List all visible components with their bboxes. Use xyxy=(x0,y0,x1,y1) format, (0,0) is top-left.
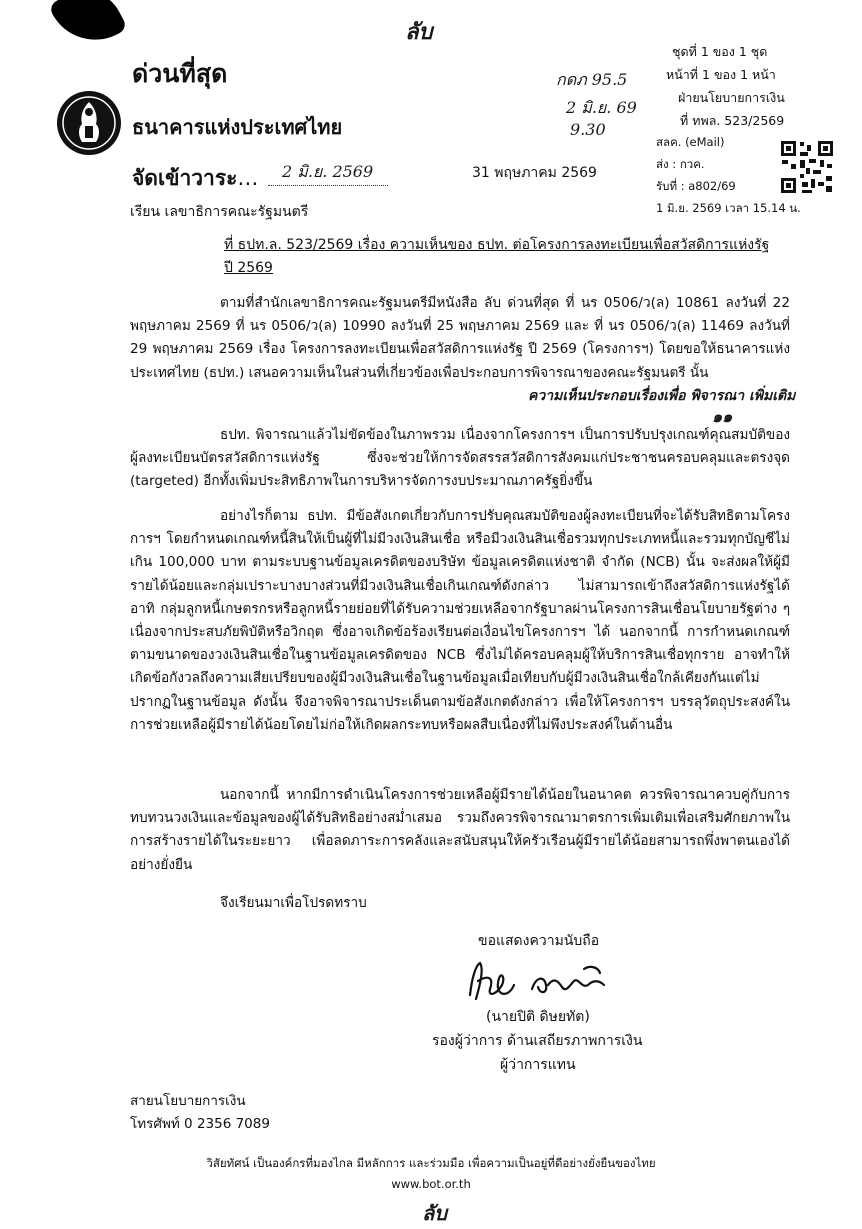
signature-image xyxy=(458,955,638,1011)
handwritten-annotation: ความเห็นประกอบเรื่องเพื่อ พิจารณา เพิ่มเติม xyxy=(528,388,796,404)
received-date: 2 มิ.ย. 69 xyxy=(566,98,637,117)
handwritten-number: ๑๑ xyxy=(712,407,733,426)
body-paragraph-1: ตามที่สำนักเลขาธิการคณะรัฐมนตรีมีหนังสือ ลับ ด่วนที่สุด ที่ นร 0506/ว(ล) 10861 ลงวันที่ 22 พฤษภาคม 2569 ที่ นร 0506/ว(ล) 10990 ลงวันที่ 25 พฤษภาคม 2569 และ ที่ นร 0506/ว(ล) 11469 ลงวันที่ 29 พฤษภาคม 2569 เรื่อง โครงการลงทะเบียนเพื่อสวัสดิการแห่งรัฐ ปี 2569 (โครงการฯ) โดยขอให้ธนาคารแห่งประเทศไทย (ธปท.) เสนอความเห็นในส่วนที่เกี่ยวข้องเพื่อประกอบการพิจารณาของคณะรัฐมนตรี นั้น xyxy=(130,295,790,381)
set-info: ชุดที่ 1 ของ 1 ชุด xyxy=(672,44,768,59)
agenda-label: จัดเข้าวาระ… xyxy=(132,166,259,190)
priority-label: ด่วนที่สุด xyxy=(132,59,228,88)
received-time: 9.30 xyxy=(570,120,606,139)
top-confidential-mark: ลับ xyxy=(405,19,433,45)
receive-datetime: 1 มิ.ย. 2569 เวลา 15.14 น. xyxy=(656,201,801,215)
salutation: เรียน เลขาธิการคณะรัฐมนตรี xyxy=(130,204,309,220)
closing-regards: ขอแสดงความนับถือ xyxy=(478,933,600,949)
signer-position: รองผู้ว่าการ ด้านเสถียรภาพการเงิน xyxy=(432,1033,643,1049)
footer-phone: โทรศัพท์ 0 2356 7089 xyxy=(130,1116,270,1132)
body-paragraph-3: อย่างไรก็ตาม ธปท. มีข้อสังเกตเกี่ยวกับการปรับคุณสมบัติของผู้ลงทะเบียนที่จะได้รับสิทธิตามโครงการฯ โดยกำหนดเกณฑ์หนี้สินให้เป็นผู้ที่ไม่มีวงเงินสินเชื่อ หรือมีวงเงินสินเชื่อรวมทุกประเภทหนี้และรวมทุกบัญชีไม่เกิน 100,000 บาท ตามระบบฐานข้อมูลเครดิตของบริษัท ข้อมูลเครดิตแห่งชาติ จำกัด (NCB) นั้น จะส่งผลให้ผู้มีรายได้น้อยและกลุ่มเปราะบางบางส่วนที่มีวงเงินสินเชื่อเกินเกณฑ์ดังกล่าว ไม่สามารถเข้าถึงสวัสดิการแห่งรัฐได้ อาทิ กลุ่มลูกหนี้เกษตรกรหรือลูกหนี้รายย่อยที่ได้รับความช่วยเหลือจากรัฐบาลผ่านโครงการสินเชื่อนโยบายรัฐต่าง ๆ เนื่องจากประสบภัยพิบัติหรือวิกฤต ซึ่งอาจเกิดข้อร้องเรียนต่อเงื่อนไขโครงการฯ ได้ นอกจากนี้ การกำหนดเกณฑ์ตามขนาดของวงเงินสินเชื่อในฐานข้อมูลเครดิตของ NCB ซึ่งไม่ได้ครอบคลุมผู้ให้บริการสินเชื่อทุกราย อาจทำให้เกิดข้อกังวลถึงความเสียเปรียบของผู้มีวงเงินสินเชื่อในฐานข้อมูลเมื่อเทียบกับผู้มีวงเงินสินเชื่อใกล้เคียงกันแต่ไม่ปรากฏในฐานข้อมูล ดังนั้น จึงอาจพิจารณาประเด็นตามข้อสังเกตดังกล่าว เพื่อให้โครงการฯ บรรลุวัตถุประสงค์ในการช่วยเหลือผู้มีรายได้น้อยโดยไม่ก่อให้เกิดผลกระทบหรือผลสืบเนื่องที่ไม่พึงประสงค์ในด้านอื่น xyxy=(130,508,790,733)
body-paragraph-2: ธปท. พิจารณาแล้วไม่ขัดข้องในภาพรวม เนื่องจากโครงการฯ เป็นการปรับปรุงเกณฑ์คุณสมบัติของผู้ลงทะเบียนบัตรสวัสดิการแห่งรัฐ ซึ่งจะช่วยให้การจัดสรรสวัสดิการสังคมแก่ประชาชนครอบคลุมและตรงจุด (targeted) อีกทั้งเพิ่มประสิทธิภาพในการบริหารจัดการงบประมาณภาครัฐยิ่งขึ้น xyxy=(130,427,790,490)
signer-name: (นายปิติ ดิษยทัต) xyxy=(486,1009,590,1025)
department-label: ฝ่ายนโยบายการเงิน xyxy=(678,90,785,105)
email-note: สลค. (eMail) xyxy=(656,135,725,149)
body-paragraph-5: จึงเรียนมาเพื่อโปรดทราบ xyxy=(220,895,367,911)
bot-emblem-icon xyxy=(56,90,122,156)
letter-date: 31 พฤษภาคม 2569 xyxy=(472,165,597,181)
received-number: กดภ 95.5 xyxy=(556,70,628,89)
subject-line-2: ปี 2569 xyxy=(224,260,273,276)
footer-vision: วิสัยทัศน์ เป็นองค์กรที่มองไกล มีหลักการ และร่วมมือ เพื่อความเป็นอยู่ที่ดีอย่างยั่งยืนของไทย xyxy=(206,1156,656,1170)
qr-code-icon xyxy=(780,140,834,194)
footer-department: สายนโยบายการเงิน xyxy=(130,1093,246,1109)
to-note: ส่ง : กวค. xyxy=(656,157,705,171)
page-info: หน้าที่ 1 ของ 1 หน้า xyxy=(666,67,776,82)
body-paragraph-4: นอกจากนี้ หากมีการดำเนินโครงการช่วยเหลือผู้มีรายได้น้อยในอนาคต ควรพิจารณาควบคู่กับการทบทวนวงเงินและข้อมูลของผู้ได้รับสิทธิอย่างสม่ำเสมอ รวมถึงควรพิจารณามาตรการเพิ่มเติมเพื่อเสริมศักยภาพในการสร้างรายได้ในระยะยาว เพื่อลดภาระการคลังและสนับสนุนให้ครัวเรือนผู้มีรายได้น้อยสามารถพึ่งพาตนเองได้อย่างยั่งยืน xyxy=(130,787,790,873)
signer-acting: ผู้ว่าการแทน xyxy=(500,1057,576,1073)
footer-website[interactable]: www.bot.or.th xyxy=(391,1177,471,1191)
receive-note: รับที่ : a802/69 xyxy=(656,179,736,193)
bottom-confidential-mark: ลับ xyxy=(422,1201,447,1225)
subject-line-1: ที่ ธปท.ล. 523/2569 เรื่อง ความเห็นของ ธปท. ต่อโครงการลงทะเบียนเพื่อสวัสดิการแห่งรัฐ xyxy=(224,237,770,253)
org-name: ธนาคารแห่งประเทศไทย xyxy=(132,115,343,139)
agenda-date: 2 มิ.ย. 2569 xyxy=(268,160,388,186)
doc-number: ที่ ทพล. 523/2569 xyxy=(680,113,785,128)
ink-blot xyxy=(48,0,128,57)
